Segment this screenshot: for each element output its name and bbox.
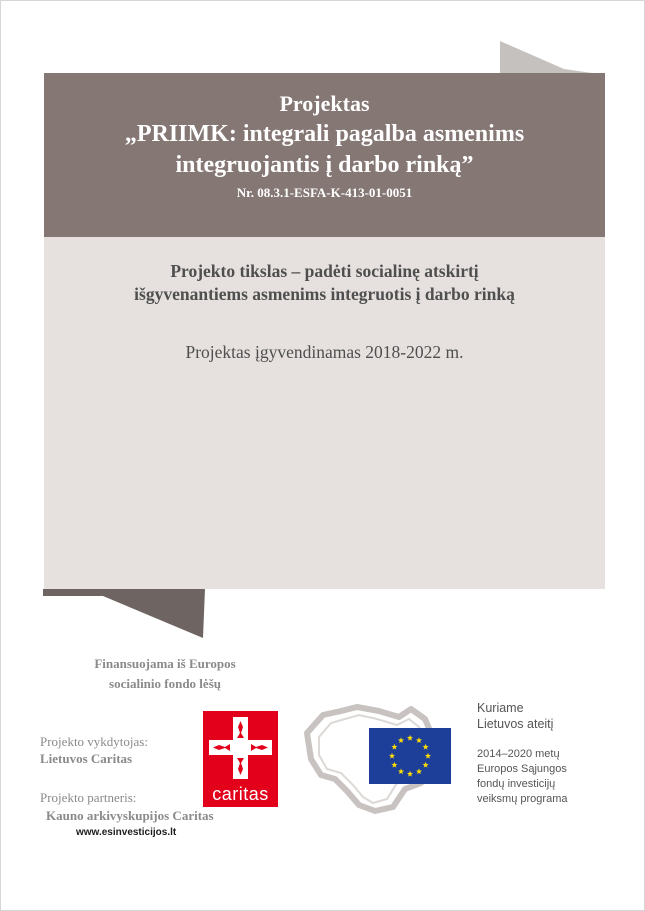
eu-slogan <box>477 700 553 732</box>
partner-label: Projekto partneris: <box>40 790 137 805</box>
project-goal <box>44 260 605 306</box>
eu-program-line-2: Europos Sąjungos <box>477 763 567 775</box>
funding-line-1: Finansuojama iš Europos <box>94 656 236 671</box>
partner-name: Kauno arkivyskupijos Caritas <box>46 808 214 823</box>
content-band <box>44 237 605 589</box>
project-title-line-1: „PRIIMK: integrali pagalba asmenims <box>124 121 525 147</box>
project-title <box>44 119 605 181</box>
eu-program-line-1: 2014–2020 metų <box>477 748 560 760</box>
implementer-name: Lietuvos Caritas <box>40 751 133 766</box>
caritas-logo-text: caritas <box>212 784 269 804</box>
implementer-label: Projekto vykdytojas: <box>40 734 148 749</box>
eu-slogan-line-1: Kuriame <box>477 701 524 715</box>
eu-slogan-line-2: Lietuvos ateitį <box>477 717 554 731</box>
ribbon-fold-bottom-shape <box>43 589 205 638</box>
project-label: Projektas <box>279 91 370 116</box>
eu-program-line-3: fondų investicijų <box>477 778 556 790</box>
eu-flag-icon <box>369 728 451 784</box>
project-title-line-2: integruojantis į darbo rinką” <box>175 152 474 178</box>
eu-program-line-4: veiksmų programa <box>477 793 568 805</box>
ribbon-fold-top-shape <box>500 41 606 75</box>
header-band <box>44 73 605 237</box>
website-link[interactable]: www.esinvesticijos.lt <box>76 827 177 838</box>
project-goal-line-1: Projekto tikslas – padėti socialinę atskirtį <box>170 261 479 281</box>
project-goal-line-2: išgyvenantiems asmenims integruotis į darbo rinką <box>134 284 515 304</box>
eu-program <box>477 747 567 807</box>
funding-line-2: socialinio fondo lėšų <box>109 676 221 691</box>
funding-text <box>45 654 285 694</box>
ribbon-fold-top <box>500 41 606 75</box>
caritas-logo <box>203 711 278 807</box>
project-number: Nr. 08.3.1-ESFA-K-413-01-0051 <box>236 185 413 200</box>
ribbon-fold-bottom <box>43 589 205 638</box>
project-period: Projektas įgyvendinamas 2018-2022 m. <box>185 342 464 362</box>
